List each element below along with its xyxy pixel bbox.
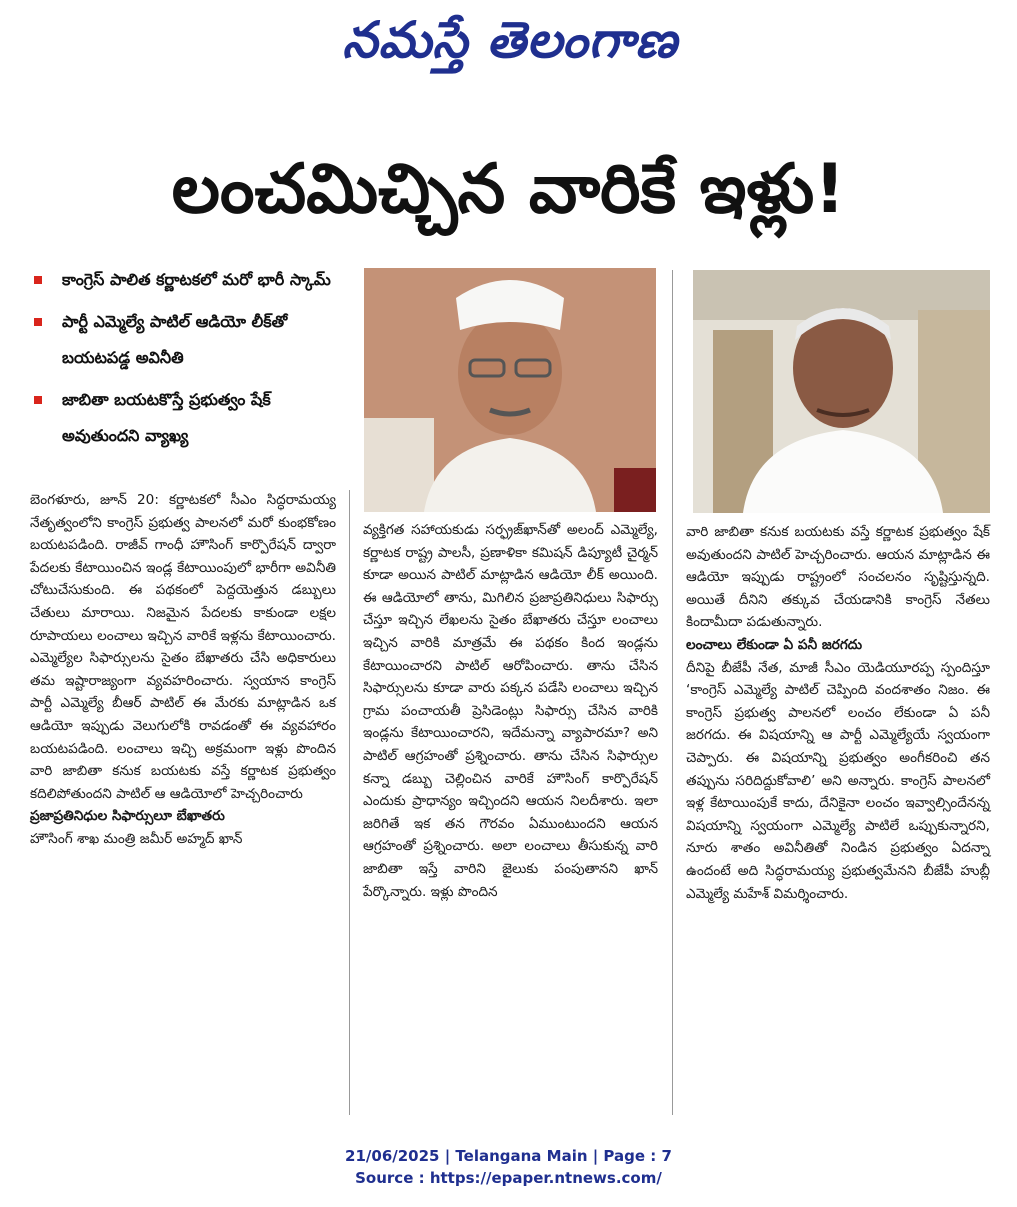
- photo-patil: [364, 268, 656, 512]
- page-footer: [200, 1145, 817, 1189]
- article-paragraph: వారి జాబితా కనుక బయటకు వస్తే కర్ణాటక ప్రభుత్వం షేక్ అవుతుందని పాటిల్ హెచ్చరించారు. ఆయన మాట్లాడిన ఈ ఆడియో ఇప్పుడు రాష్ట్రంలో సంచలనం సృష్టిస్తున్నది. అయితే దీనిని తక్కువ చేయడానికి కాంగ్రెస్ నేతలు కిందామీదా పడుతున్నారు.: [686, 524, 990, 631]
- highlight-item: [28, 262, 348, 298]
- article-column-1: [30, 489, 336, 851]
- bullet-marker: [34, 318, 42, 326]
- bullet-marker: [34, 276, 42, 284]
- highlight-item: [28, 304, 348, 376]
- article-column-3: [686, 521, 990, 905]
- patil-portrait-illustration: [364, 268, 656, 512]
- footer-source-link[interactable]: Source : https://epaper.ntnews.com/: [355, 1169, 662, 1187]
- highlight-item: [28, 382, 348, 454]
- footer-edition-info: 21/06/2025 | Telangana Main | Page : 7: [345, 1147, 672, 1165]
- article-subhead: లంచాలు లేకుండా ఏ పనీ జరగదు: [686, 636, 863, 653]
- highlight-text: పార్టీ ఎమ్మెల్యే పాటిల్ ఆడియో లీక్‌తో బయటపడ్డ అవినీతి: [62, 312, 288, 367]
- article-paragraph: వ్యక్తిగత సహాయకుడు సర్ఫ్రజ్‌ఖాన్‌తో అలంద్ ఎమ్మెల్యే, కర్ణాటక రాష్ట్ర పాలసీ, ప్రణాళికా కమిషన్ డిప్యూటీ చైర్మన్ కూడా అయిన పాటిల్ మాట్లాడిన ఆడియో లీక్ అయింది. ఈ ఆడియోలో తాను, మిగిలిన ప్రజాప్రతినిధులు సిఫార్సు చేస్తూ ఇచ్చిన లేఖలను సైతం బేఖాతరు చేస్తూ లంచాలు ఇచ్చిన వారికి మాత్రమే ఈ పథకం కింద ఇండ్లను కేటాయించారని పాటిల్ ఆరోపించారు. తాను చేసిన సిఫార్సులను కూడా వారు పక్కన పడేసి లంచాలు ఇచ్చిన గ్రామ పంచాయతీ ప్రెసిడెంట్లు సిఫార్సు చేసిన వారికి ఇండ్లను కేటాయించారని, ఇదేమన్నా వ్యాపారమా? అని పాటిల్ ఆగ్రహంతో ప్రశ్నించారు. తాను చేసిన సిఫార్సుల కన్నా డబ్బు చెల్లించిన వారికే హౌసింగ్ కార్పొరేషన్ ఎందుకు ప్రాధాన్యం ఇచ్చిందని ఆయన నిలదీశారు. ఇలా జరిగితే ఇక తన గౌరవం ఏముంటుందని ఆయన ఆగ్రహంతో ప్రశ్నించారు. అలా లంచాలు తీసుకున్న వారి జాబితా ఇస్తే వారిని జైలుకు పంపుతానని ఖాన్ పేర్కొన్నారు. ఇళ్లు పొందిన: [363, 522, 658, 900]
- headline: లంచమిచ్చిన వారికే ఇళ్లు!: [171, 150, 846, 229]
- article-paragraph: హౌసింగ్ శాఖ మంత్రి జమీర్ అహ్మద్ ఖాన్: [30, 830, 243, 847]
- bullet-marker: [34, 396, 42, 404]
- masthead-logo: నమస్తే తెలంగాణ: [342, 11, 678, 69]
- column-divider: [672, 270, 673, 1115]
- highlight-text: జాబితా బయటకొస్తే ప్రభుత్వం షేక్ అవుతుందని వ్యాఖ్య: [62, 390, 271, 445]
- article-paragraph: దీనిపై బీజేపీ నేత, మాజీ సీఎం యెడియూరప్ప స్పందిస్తూ ‘కాంగ్రెస్ ఎమ్మెల్యే పాటిల్ చెప్పింది వందశాతం నిజం. ఈ కాంగ్రెస్ ప్రభుత్వ పాలనలో లంచం లేకుండా ఏ పనీ జరగదు. ఈ విషయాన్ని ఆ పార్టీ ఎమ్మెల్యేయే స్వయంగా చెప్పారు. ఈ విషయాన్ని ప్రభుత్వం అంగీకరించి తన తప్పును సరిదిద్దుకోవాలి’ అని అన్నారు. కాంగ్రెస్ పాలనలో ఇళ్ల కేటాయింపుకే కాదు, దేనికైనా లంచం ఇవ్వాల్సిందేనన్న విషయాన్ని స్వయంగా ఎమ్మెల్యే పాటిలే ఒప్పుకున్నారని, నూరు శాతం అవినీతితో నిండిన ప్రభుత్వం ఏదన్నా ఉందంటే అది సిద్ధరామయ్య ప్రభుత్వమేనని బీజేపీ హుబ్లీ ఎమ్మెల్యే మహేశ్ విమర్శించారు.: [686, 659, 990, 902]
- photo-siddaramaiah: [693, 270, 990, 513]
- highlight-text: కాంగ్రెస్ పాలిత కర్ణాటకలో మరో భారీ స్కామ్: [62, 270, 331, 289]
- siddaramaiah-portrait-illustration: [693, 270, 990, 513]
- article-column-2: [363, 519, 658, 903]
- column-divider: [349, 490, 350, 1115]
- highlights-list: [28, 262, 348, 460]
- article-paragraph: బెంగళూరు, జూన్ 20: కర్ణాటకలో సీఎం సిద్ధరామయ్య నేతృత్వంలోని కాంగ్రెస్ ప్రభుత్వ పాలనలో మరో కుంభకోణం బయటపడింది. రాజీవ్ గాంధీ హౌసింగ్ కార్పొరేషన్ ద్వారా పేదలకు కేటాయించిన ఇండ్ల కేటాయింపులో భారీగా అవినీతి చోటుచేసుకుంది. ఈ పథకంలో పెద్దయెత్తున డబ్బులు చేతులు మారాయి. నిజమైన పేదలకు కాకుండా లక్షల రూపాయలు లంచాలు ఇచ్చిన వారికే ఇళ్లను కేటాయించారు. ఎమ్మెల్యేల సిఫార్సులను సైతం బేఖాతరు చేసి అధికారులు తమ ఇష్టారాజ్యంగా వ్యవహరించారు. స్వయాన కాంగ్రెస్ పార్టీ ఎమ్మెల్యే బీఆర్ పాటిల్ ఈ మేరకు మాట్లాడిన ఒక ఆడియో ఇప్పుడు వెలుగులోకి రావడంతో ఈ వ్యవహారం బయటపడింది. లంచాలు ఇచ్చి అక్రమంగా ఇళ్లు పొందిన వారి జాబితా కనుక బయటకు వస్తే కర్ణాటక ప్రభుత్వం కదిలిపోతుందని పాటిల్ ఆ ఆడియోలో హెచ్చరించారు: [30, 492, 336, 802]
- article-subhead: ప్రజాప్రతినిధుల సిఫార్సులూ బేఖాతరు: [30, 808, 225, 825]
